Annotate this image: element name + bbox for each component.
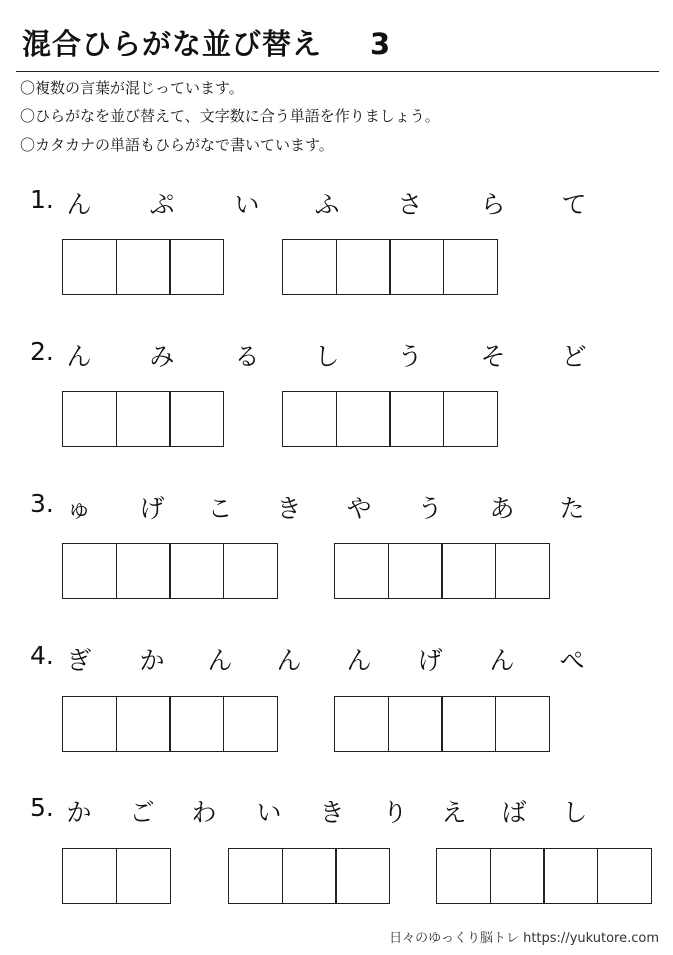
hiragana-char: わ [191,798,217,827]
hiragana-char: さ [397,190,423,219]
hiragana-char: か [139,646,165,675]
answer-box[interactable] [116,543,171,599]
hiragana-char: し [562,798,588,827]
hiragana-char: ん [207,646,233,675]
answer-box[interactable] [116,848,171,904]
hiragana-char: し [314,342,340,371]
answer-box[interactable] [169,696,224,752]
answer-box[interactable] [388,543,443,599]
answer-box[interactable] [169,391,224,447]
footer-credit: 日々のゆっくり脳トレ https://yukutore.com [389,931,659,946]
answer-box[interactable] [441,696,496,752]
answer-group [436,848,652,904]
page-title [22,22,391,63]
answer-box[interactable] [389,239,444,295]
answer-box[interactable] [169,239,224,295]
answer-box[interactable] [62,239,117,295]
answer-box[interactable] [282,239,337,295]
answer-box[interactable] [62,391,117,447]
title-number: 3 [370,27,392,61]
answer-box[interactable] [62,848,117,904]
answer-box[interactable] [336,391,391,447]
question-number: 2. [30,337,54,366]
question-number: 1. [30,185,54,214]
hiragana-char: き [319,798,345,827]
hiragana-char: て [561,190,587,219]
hiragana-char: い [256,798,282,827]
answer-box[interactable] [441,543,496,599]
answer-box[interactable] [282,391,337,447]
answer-box[interactable] [223,696,278,752]
hiragana-char: ぎ [66,646,92,675]
answer-box[interactable] [335,848,390,904]
answer-box[interactable] [62,543,117,599]
answer-group [62,848,171,904]
hiragana-char: り [382,798,408,827]
answer-box[interactable] [436,848,491,904]
answer-group [228,848,390,904]
hiragana-char: ん [489,646,515,675]
hiragana-char: る [234,342,260,371]
answer-group [334,543,550,599]
answer-group [62,696,278,752]
instruction-1: 〇複数の言葉が混じっています。 [20,79,244,97]
hiragana-char: か [66,798,92,827]
answer-box[interactable] [389,391,444,447]
instruction-2: 〇ひらがなを並び替えて、文字数に合う単語を作りましょう。 [20,107,440,125]
hiragana-char: ど [561,342,587,371]
question-number: 5. [30,793,54,822]
answer-box[interactable] [543,848,598,904]
hiragana-char: や [346,494,372,523]
title-text: 混合ひらがな並び替え [22,27,323,61]
hiragana-char: こ [207,494,233,523]
hiragana-char: い [234,190,260,219]
hiragana-char: ん [346,646,372,675]
hiragana-char: ぷ [149,190,175,219]
hiragana-char: ん [276,646,302,675]
answer-group [334,696,550,752]
hiragana-char: げ [417,646,443,675]
answer-box[interactable] [490,848,545,904]
answer-group [62,239,224,295]
hiragana-char: ん [66,190,92,219]
answer-box[interactable] [388,696,443,752]
answer-group [62,391,224,447]
answer-box[interactable] [116,391,171,447]
answer-group [62,543,278,599]
answer-box[interactable] [495,696,550,752]
question-number: 4. [30,641,54,670]
hiragana-char: ら [480,190,506,219]
answer-box[interactable] [116,696,171,752]
hiragana-char: た [559,494,585,523]
hiragana-char: う [417,494,443,523]
hiragana-char: え [441,798,467,827]
question-number: 3. [30,489,54,518]
hiragana-char: ふ [314,190,340,219]
answer-box[interactable] [336,239,391,295]
hiragana-char: ゅ [66,494,92,523]
hiragana-char: み [149,342,175,371]
answer-box[interactable] [116,239,171,295]
hiragana-char: ば [501,798,527,827]
answer-box[interactable] [62,696,117,752]
hiragana-char: ん [66,342,92,371]
answer-box[interactable] [495,543,550,599]
answer-box[interactable] [597,848,652,904]
answer-box[interactable] [223,543,278,599]
answer-box[interactable] [334,696,389,752]
answer-box[interactable] [228,848,283,904]
instruction-3: 〇カタカナの単語もひらがなで書いています。 [20,136,334,154]
answer-box[interactable] [443,239,498,295]
answer-box[interactable] [169,543,224,599]
hiragana-char: あ [489,494,515,523]
title-divider [16,71,659,72]
hiragana-char: ぺ [559,646,585,675]
hiragana-char: そ [480,342,506,371]
answer-box[interactable] [282,848,337,904]
hiragana-char: う [397,342,423,371]
answer-group [282,239,498,295]
answer-box[interactable] [443,391,498,447]
answer-group [282,391,498,447]
hiragana-char: ご [129,798,155,827]
answer-box[interactable] [334,543,389,599]
hiragana-char: げ [139,494,165,523]
hiragana-char: き [276,494,302,523]
